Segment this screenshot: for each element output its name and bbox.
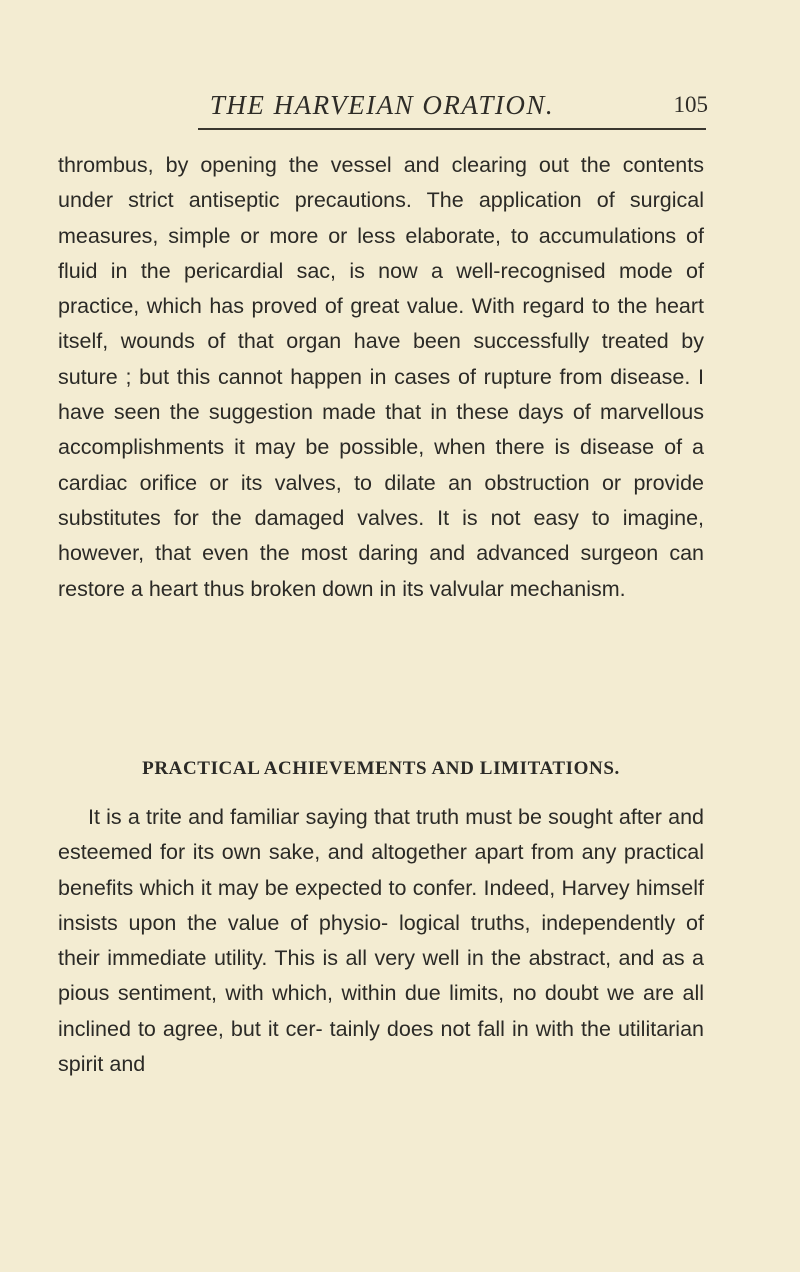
paragraph-practical-achievements: It is a trite and familiar saying that truth must be sought after and esteemed for its own sake, and altogether apart from any practical benefits which it may be expected to confer. Indeed, Harvey himself insists upon the value of physio- logical truths, independently of their immediate utility. This is all very well in the abstract, and as a pious sentiment, with which, within due limits, no doubt we are all inclined to agree, but it cer- tainly does not fall in with the utilitarian spirit and [58,805,704,1077]
section-heading: PRACTICAL ACHIEVEMENTS AND LIMITATIONS. [142,758,620,779]
page-number: 105 [673,92,708,117]
header-rule [198,128,706,130]
running-head [62,90,708,126]
paragraph-continued: thrombus, by opening the vessel and clearing out the contents under strict antiseptic precautions. The application of surgical measures, simple or more or less elaborate, to accumulations of fluid in the pericardial sac, is now a well-recognised mode of practice, which has proved of great value. With regard to the heart itself, wounds of that organ have been successfully treated by suture ; but this cannot happen in cases of rupture from disease. I have seen the suggestion made that in these days of marvellous accomplishments it may be possible, when there is disease of a cardiac orifice or its valves, to dilate an obstruction or provide substitutes for the damaged valves. It is not easy to imagine, however, that even the most daring and advanced surgeon can restore a heart thus broken down in its valvular mechanism. [58,153,704,601]
running-title: THE HARVEIAN ORATION. [209,90,555,120]
